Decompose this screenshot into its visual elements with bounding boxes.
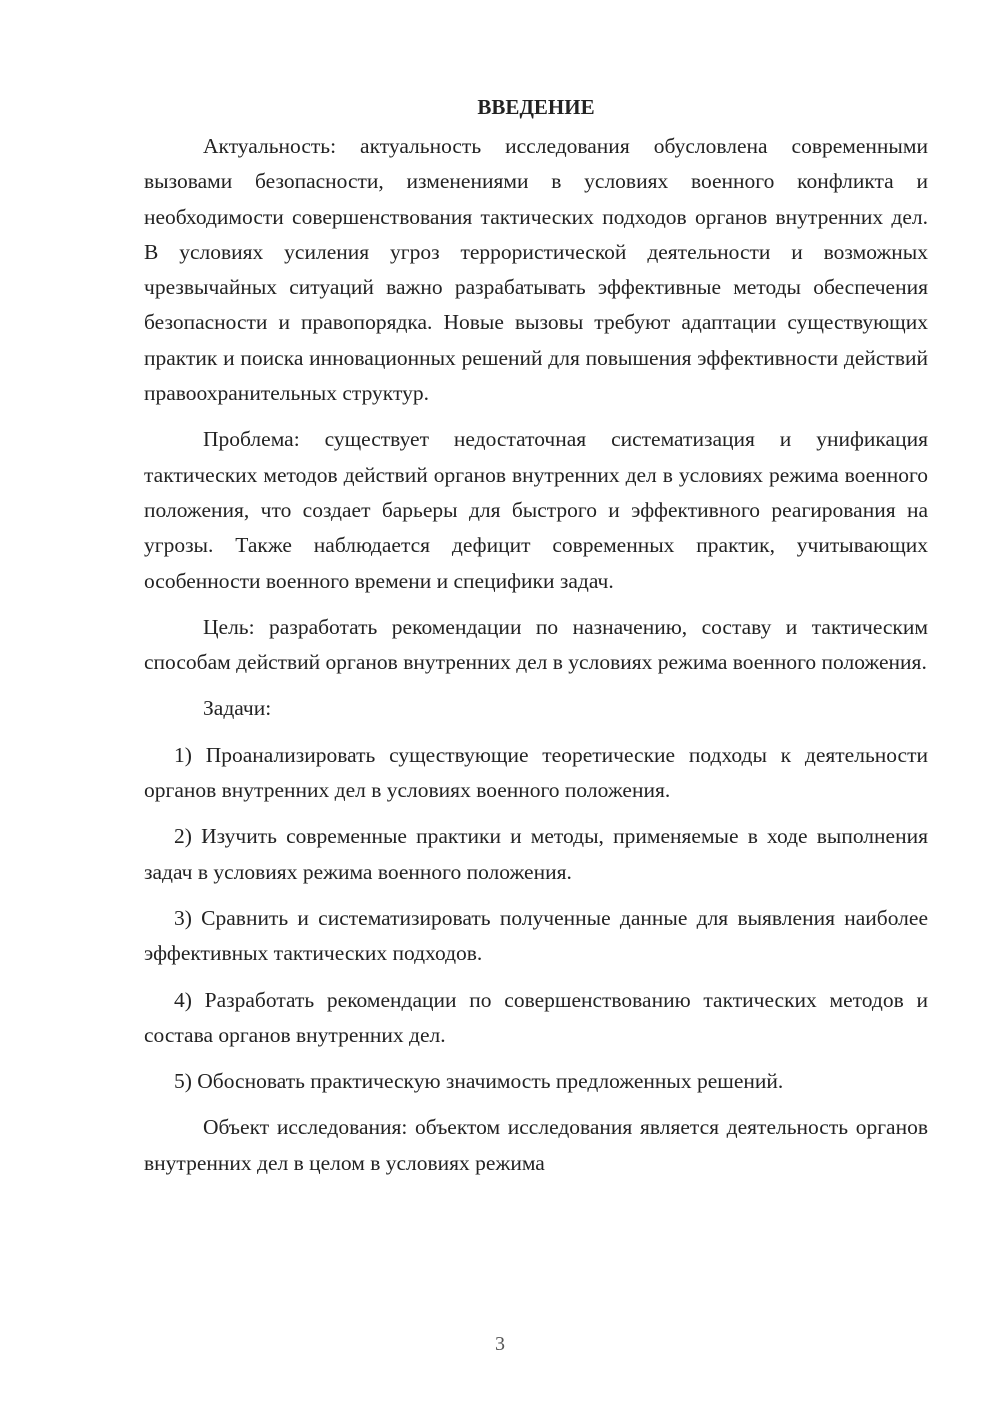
page-number: 3 [495, 1333, 505, 1355]
problem-paragraph: Проблема: существует недостаточная систематизация и унификация тактических методов действий органов внутренних дел в условиях режима военного положения, что создает барьеры для быстрого и эффективного реагирования на угрозы. Также наблюдается дефицит современных практик, учитывающих особенности военного времени и специфики задач. [144, 427, 928, 593]
object-paragraph: Объект исследования: объектом исследования является деятельность органов внутренних дел в целом в условиях режима [144, 1115, 928, 1175]
tasks-heading: Задачи: [203, 696, 272, 721]
goal-paragraph: Цель: разработать рекомендации по назначению, составу и тактическим способам действий органов внутренних дел в условиях режима военного положения. [144, 614, 928, 675]
task-item-2: 2) Изучить современные практики и методы, применяемые в ходе выполнения задач в условиях режима военного положения. [144, 824, 928, 884]
task-item-4: 4) Разработать рекомендации по совершенствованию тактических методов и состава органов внутренних дел. [144, 987, 928, 1047]
task-item-5: 5) Обосновать практическую значимость предложенных решений. [174, 1069, 784, 1094]
document-page [144, 92, 928, 1181]
task-item-1: 1) Проанализировать существующие теоретические подходы к деятельности органов внутренних дел в условиях военного положения. [144, 742, 928, 803]
relevance-paragraph: Актуальность: актуальность исследования обусловлена современными вызовами безопасности, изменениями в условиях военного конфликта и необходимости совершенствования тактических подходов органов внутренних дел. В условиях усиления угроз террористической деятельности и возможных чрезвычайных ситуаций важно разрабатывать эффективные методы обеспечения безопасности и правопорядка. Новые вызовы требуют адаптации существующих практик и поиска инновационных решений для повышения эффективности действий правоохранительных структур. [144, 134, 928, 406]
section-title: ВВЕДЕНИЕ [477, 95, 595, 119]
task-item-3: 3) Сравнить и систематизировать полученные данные для выявления наиболее эффективных тактических подходов. [144, 905, 928, 966]
